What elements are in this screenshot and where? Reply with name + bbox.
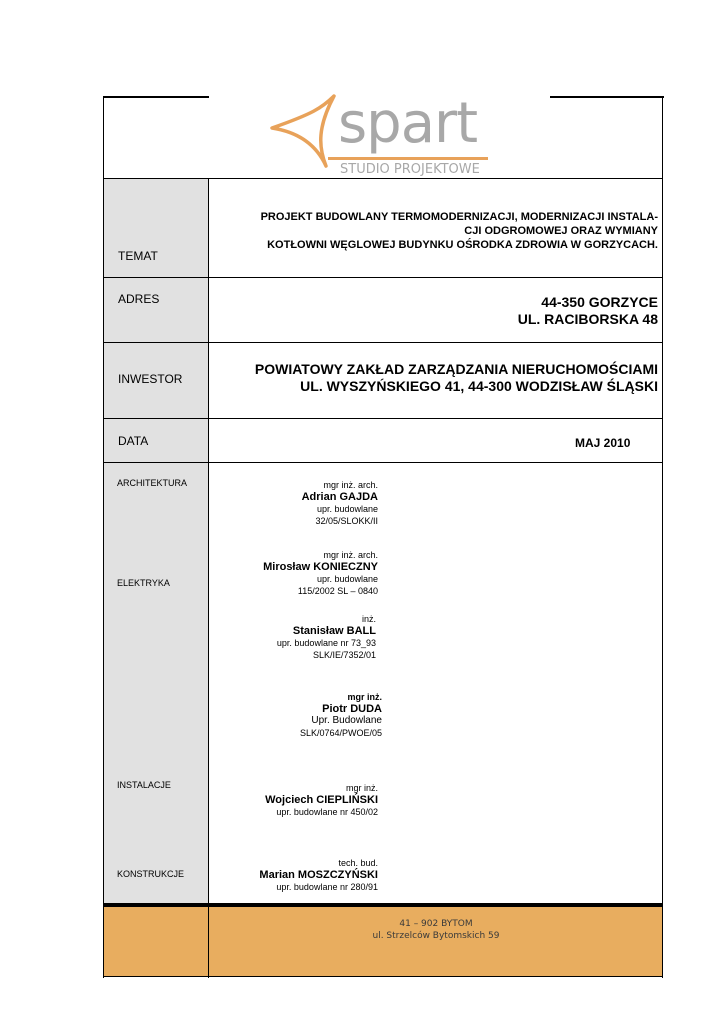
- label-cell-sections: [104, 463, 209, 904]
- section-konstrukcje: KONSTRUKCJE: [117, 869, 185, 879]
- signatory-title: tech. bud.: [338, 858, 378, 868]
- frame-bottom: [103, 976, 663, 977]
- section-elektryka: ELEKTRYKA: [117, 578, 170, 588]
- inwestor-line-1: POWIATOWY ZAKŁAD ZARZĄDZANIA NIERUCHOMOŚCIAMI: [254, 361, 658, 377]
- inwestor-label: INWESTOR: [118, 372, 183, 386]
- signatory-license: upr. budowlane nr 450/02: [276, 807, 378, 817]
- signatory-license: Upr. Budowlane: [311, 715, 382, 726]
- temat-line-2: CJI ODGROMOWEJ ORAZ WYMIANY: [464, 225, 658, 237]
- inwestor-line-2: UL. WYSZYŃSKIEGO 41, 44-300 WODZISŁAW ŚLĄSKI: [300, 378, 658, 394]
- signatory-license: upr. budowlane nr 73_93: [276, 638, 376, 648]
- logo-subtitle: STUDIO PROJEKTOWE: [340, 162, 480, 177]
- section-architektura: ARCHITEKTURA: [117, 478, 188, 488]
- signatory-name: Stanisław BALL: [292, 625, 376, 637]
- signatory-license: upr. budowlane: [316, 504, 378, 514]
- label-cell-adres: [104, 278, 209, 342]
- footer-sep: [103, 903, 663, 907]
- signatory-title: mgr inż. arch.: [323, 550, 378, 560]
- signatory-block: [200, 691, 382, 739]
- signatory-block: [200, 479, 378, 527]
- signatory-name: Wojciech CIEPLIŃSKI: [265, 794, 378, 806]
- row-sep-4: [103, 418, 663, 419]
- footer-postcode: 41 – 902 BYTOM: [399, 919, 473, 929]
- signatory-name: Adrian GAJDA: [301, 491, 378, 503]
- signatory-license-number: 115/2002 SL – 0840: [297, 586, 378, 596]
- row-sep-2: [103, 277, 663, 278]
- signatory-name: Piotr DUDA: [322, 703, 382, 715]
- adres-line-2: UL. RACIBORSKA 48: [517, 311, 658, 327]
- logo-underline: [328, 157, 488, 160]
- signatory-title: mgr inż.: [347, 692, 382, 702]
- logo-wordmark: spart: [338, 91, 478, 156]
- adres-label: ADRES: [118, 292, 160, 306]
- footer-street: ul. Strzelców Bytomskich 59: [372, 931, 500, 941]
- row-sep-5: [103, 462, 663, 463]
- signatory-name: Marian MOSZCZYŃSKI: [259, 869, 378, 881]
- signatory-name: Mirosław KONIECZNY: [263, 561, 378, 573]
- signatory-block: [200, 782, 378, 818]
- signatory-license-number: SLK/IE/7352/01: [312, 650, 376, 660]
- row-sep-3: [103, 342, 663, 343]
- row-sep-1: [103, 178, 663, 179]
- signatory-license-number: 32/05/SLOKK/II: [315, 516, 378, 526]
- frame-top-right: [550, 96, 664, 98]
- temat-line-1: PROJEKT BUDOWLANY TERMOMODERNIZACJI, MODERNIZACJI INSTALA-: [260, 211, 658, 223]
- signatory-title: inż.: [361, 614, 376, 624]
- date-value: MAJ 2010: [575, 436, 631, 450]
- temat-line-3: KOTŁOWNI WĘGLOWEJ BUDYNKU OŚRODKA ZDROWIA W GORZYCACH.: [267, 239, 658, 251]
- temat-label: TEMAT: [118, 249, 158, 263]
- signatory-title: mgr inż.: [345, 783, 378, 793]
- signatory-block: [200, 613, 376, 661]
- signatory-block: [200, 549, 378, 597]
- frame-right: [662, 96, 663, 978]
- data-label: DATA: [118, 434, 149, 448]
- section-instalacje: INSTALACJE: [117, 780, 171, 790]
- signatory-license: upr. budowlane: [316, 574, 378, 584]
- frame-top-left: [103, 96, 209, 98]
- signatory-block: [200, 857, 378, 893]
- signatory-title: mgr inż. arch.: [323, 480, 378, 490]
- frame-left: [103, 96, 104, 978]
- signatory-license: upr. budowlane nr 280/91: [276, 882, 378, 892]
- signatory-license-number: SLK/0764/PWOE/05: [299, 728, 382, 738]
- adres-line-1: 44-350 GORZYCE: [541, 294, 658, 310]
